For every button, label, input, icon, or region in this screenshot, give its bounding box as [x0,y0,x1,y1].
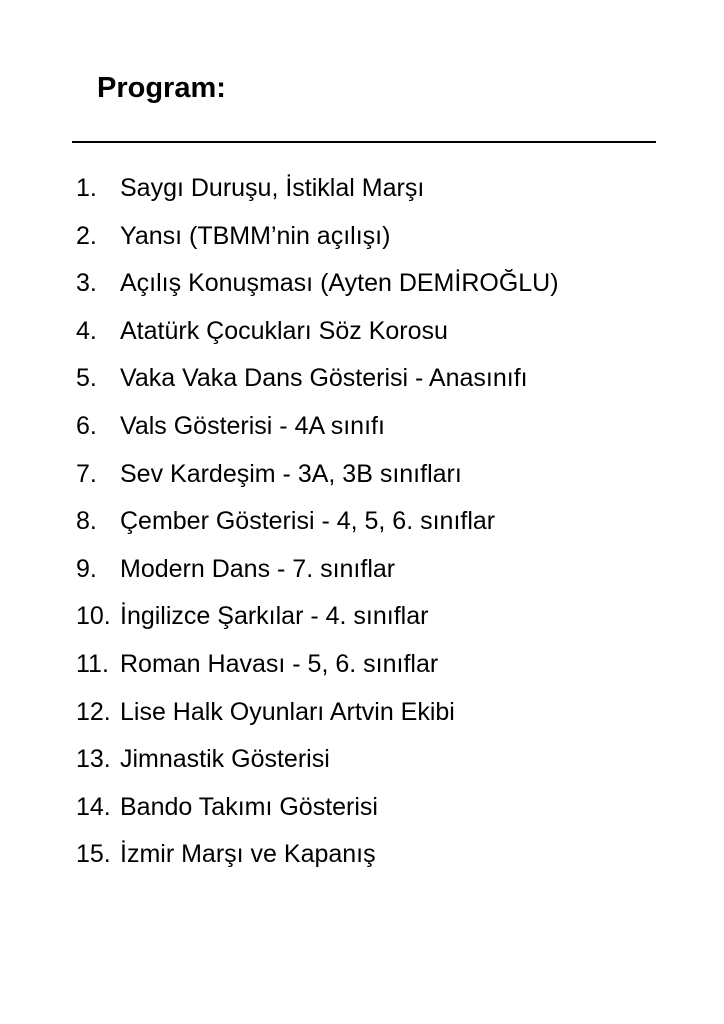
list-item [76,308,559,356]
item-number: 5. [76,364,97,393]
item-text: Yansı (TBMM’nin açılışı) [120,221,391,250]
list-item [76,689,559,737]
item-text: Roman Havası - 5, 6. sınıflar [120,649,439,678]
item-text: Jimnastik Gösterisi [120,745,330,774]
item-text: İzmir Marşı ve Kapanış [120,840,376,869]
item-number: 13. [76,745,111,774]
title-divider [72,141,656,143]
item-text: Vals Gösterisi - 4A sınıfı [120,411,385,440]
item-number: 9. [76,554,97,583]
item-number: 11. [76,649,109,678]
item-number: 7. [76,459,97,488]
list-item [76,403,559,451]
list-item [76,355,559,403]
item-text: Bando Takımı Gösterisi [120,792,378,821]
item-text: Saygı Duruşu, İstiklal Marşı [120,174,425,202]
item-text: Atatürk Çocukları Söz Korosu [120,316,448,345]
item-number: 4. [76,316,97,345]
list-item [76,260,559,308]
item-text: Sev Kardeşim - 3A, 3B sınıfları [120,459,462,488]
item-number: 14. [76,792,111,821]
item-number: 2. [76,221,97,250]
list-item [76,736,559,784]
item-number: 3. [76,269,97,298]
item-text: Açılış Konuşması (Ayten DEMİROĞLU) [120,269,559,298]
list-item [76,546,559,594]
item-number: 8. [76,507,97,536]
list-item [76,784,559,832]
item-number: 6. [76,411,97,440]
list-item [76,641,559,689]
list-item [76,451,559,499]
page-title: Program: [97,72,226,104]
list-item [76,498,559,546]
item-number: 1. [76,174,97,202]
list-item [76,593,559,641]
list-item [76,213,559,261]
item-text: Modern Dans - 7. sınıflar [120,554,396,583]
item-number: 15. [76,840,111,869]
item-number: 10. [76,602,111,631]
item-number: 12. [76,697,111,726]
list-item [76,165,559,213]
item-text: Lise Halk Oyunları Artvin Ekibi [120,697,455,726]
item-text: Çember Gösterisi - 4, 5, 6. sınıflar [120,507,496,536]
item-text: Vaka Vaka Dans Gösterisi - Anasınıfı [120,364,528,393]
list-item [76,831,559,879]
item-text: İngilizce Şarkılar - 4. sınıflar [120,602,429,631]
program-list [76,165,559,879]
